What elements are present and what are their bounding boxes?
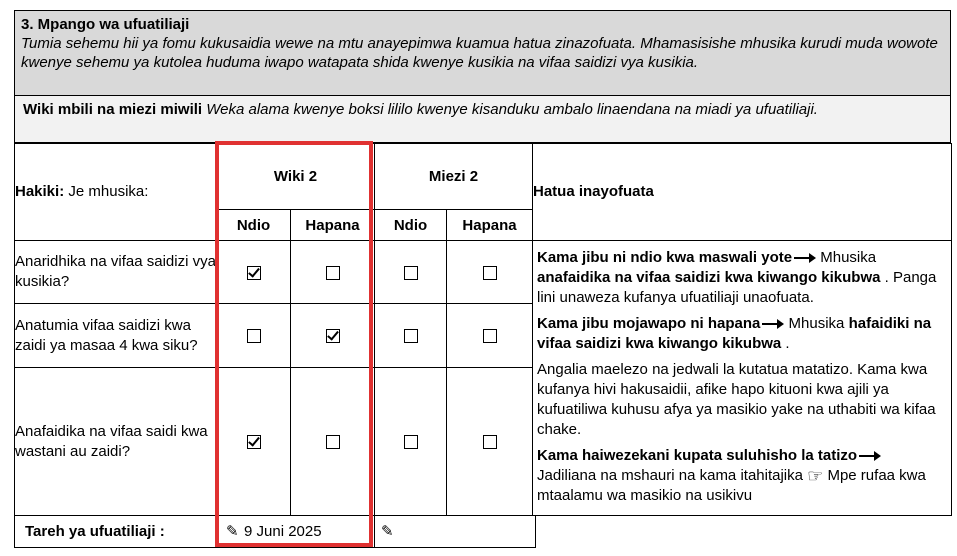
section-description: Tumia sehemu hii ya fomu kukusaidia wewe na mtu anayepimwa kuamua hatua zinazofuata. Mhamasisishe mhusika kurudi muda wowote kwenye sehemu ya kutolea huduma iwapo watapata shida kwenye kusikia na vifaa saidizi vya kusikia. bbox=[21, 35, 938, 71]
question-2: Anatumia vifaa saidizi kwa zaidi ya masaa 4 kwa siku? bbox=[15, 304, 217, 368]
next-referral-action: Mpe rufaa kwa mtaalamu wa masikio na usikivu bbox=[537, 467, 926, 505]
week2-no-header: Hapana bbox=[291, 210, 375, 241]
pencil-icon: ✎ bbox=[226, 523, 239, 540]
arrow-right-icon bbox=[762, 323, 782, 325]
next-steps-header: Hatua inayofuata bbox=[533, 144, 952, 241]
week2-yes-header: Ndio bbox=[217, 210, 291, 241]
followup-date-label: Tareh ya ufuatiliaji : bbox=[25, 523, 165, 540]
check-label: Je mhusika: bbox=[68, 183, 149, 200]
instruction-bold: Wiki mbili na miezi miwili bbox=[23, 101, 203, 118]
next-referral-discuss: Jadiliana na mshauri na kama itahitajika bbox=[537, 467, 803, 484]
next-yes-subject: Mhusika bbox=[816, 249, 877, 266]
arrow-right-icon bbox=[794, 257, 814, 259]
checkbox-r3-month2-no[interactable] bbox=[483, 435, 497, 449]
followup-date-month2-field[interactable] bbox=[377, 516, 535, 547]
col-week2: Wiki 2 bbox=[217, 144, 375, 210]
checkbox-r1-month2-yes[interactable] bbox=[404, 266, 418, 280]
next-steps-text bbox=[531, 240, 951, 516]
check-label-bold: Hakiki: bbox=[15, 183, 65, 200]
next-yes-action: . Panga lini unaweza kufanya ufuatiliaji unaofuata. bbox=[537, 269, 937, 306]
next-no-condition: Kama jibu mojawapo ni hapana bbox=[537, 315, 761, 332]
next-referral-condition: Kama haiwezekani kupata suluhisho la tatizo bbox=[537, 447, 858, 464]
next-step-no bbox=[537, 314, 945, 354]
week2-highlight bbox=[215, 141, 373, 547]
instruction-row bbox=[14, 96, 951, 143]
pointing-hand-icon: ☞ bbox=[807, 466, 824, 487]
question-1: Anaridhika na vifaa saidizi vya kusikia? bbox=[15, 241, 217, 304]
next-no-subject: Mhusika bbox=[784, 315, 849, 332]
next-yes-condition: Kama jibu ni ndio kwa maswali yote bbox=[537, 249, 793, 266]
next-yes-result: anafaidika na vifaa saidizi kwa kiwango kikubwa bbox=[537, 269, 881, 286]
next-no-end: . bbox=[781, 335, 790, 352]
instruction-italic: Weka alama kwenye boksi lililo kwenye kisanduku ambalo linaendana na miadi ya ufuatiliaji. bbox=[206, 101, 818, 118]
next-no-result: hafaidiki na vifaa saidizi kwa kiwango kikubwa bbox=[537, 315, 932, 352]
checkbox-r3-month2-yes[interactable] bbox=[404, 435, 418, 449]
arrow-right-icon bbox=[859, 455, 879, 457]
pencil-icon: ✎ bbox=[381, 523, 394, 540]
next-step-referral bbox=[537, 446, 945, 506]
checkbox-r1-month2-no[interactable] bbox=[483, 266, 497, 280]
check-label-cell bbox=[15, 144, 217, 241]
month2-yes-header: Ndio bbox=[375, 210, 447, 241]
section-header bbox=[14, 10, 951, 96]
section-title: 3. Mpango wa ufuatiliaji bbox=[21, 16, 190, 33]
question-3: Anafaidika na vifaa saidi kwa wastani au zaidi? bbox=[15, 368, 217, 516]
month2-no-header: Hapana bbox=[447, 210, 533, 241]
checkbox-r2-month2-no[interactable] bbox=[483, 329, 497, 343]
next-step-yes bbox=[537, 248, 945, 308]
followup-date-week2: 9 Juni 2025 bbox=[244, 523, 322, 540]
col-month2: Miezi 2 bbox=[375, 144, 533, 210]
next-step-troubleshoot: Angalia maelezo na jedwali la kutatua matatizo. Kama kwa kufanya hivi hakusaidii, afike hapo kituoni kwa ajili ya kufuatiliwa kuhusu afya ya masikio yake na uthabiti wa kifaa chake. bbox=[537, 361, 936, 438]
checkbox-r2-month2-yes[interactable] bbox=[404, 329, 418, 343]
